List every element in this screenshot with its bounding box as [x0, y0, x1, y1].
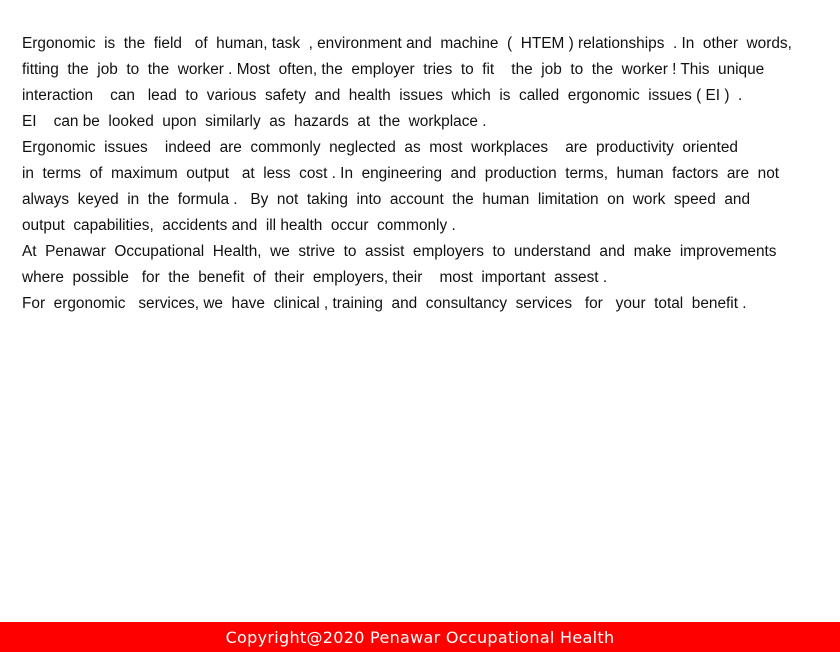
text-line-3: interaction can lead to various safety and health issues which is called ergonomic issues ( EI ) . — [22, 87, 743, 104]
text-line-2: fitting the job to the worker . Most often, the employer tries to fit the job to the worker ! This unique — [22, 61, 765, 78]
text-line-7: always keyed in the formula . By not taking into account the human limitation on work speed and — [22, 191, 751, 208]
text-line-11: For ergonomic services, we have clinical , training and consultancy services for your total benefit . — [22, 295, 747, 312]
text-line-5: Ergonomic issues indeed are commonly neglected as most workplaces are productivity oriented — [22, 139, 738, 156]
text-line-6: in terms of maximum output at less cost . In engineering and production terms, human factors are not — [22, 165, 780, 182]
ergonomics-text-block — [22, 31, 822, 317]
copyright-text: Copyright@2020 Penawar Occupational Health — [225, 627, 615, 647]
text-line-1: Ergonomic is the field of human, task , environment and machine ( HTEM ) relationships . In other words, — [22, 35, 792, 52]
text-line-4: EI can be looked upon similarly as hazards at the workplace . — [22, 113, 487, 130]
text-line-9: At Penawar Occupational Health, we strive to assist employers to understand and make improvements — [22, 243, 777, 260]
text-line-10: where possible for the benefit of their employers, their most important assest . — [22, 269, 608, 286]
text-line-8: output capabilities, accidents and ill health occur commonly . — [22, 217, 456, 234]
footer-bar — [0, 622, 840, 652]
